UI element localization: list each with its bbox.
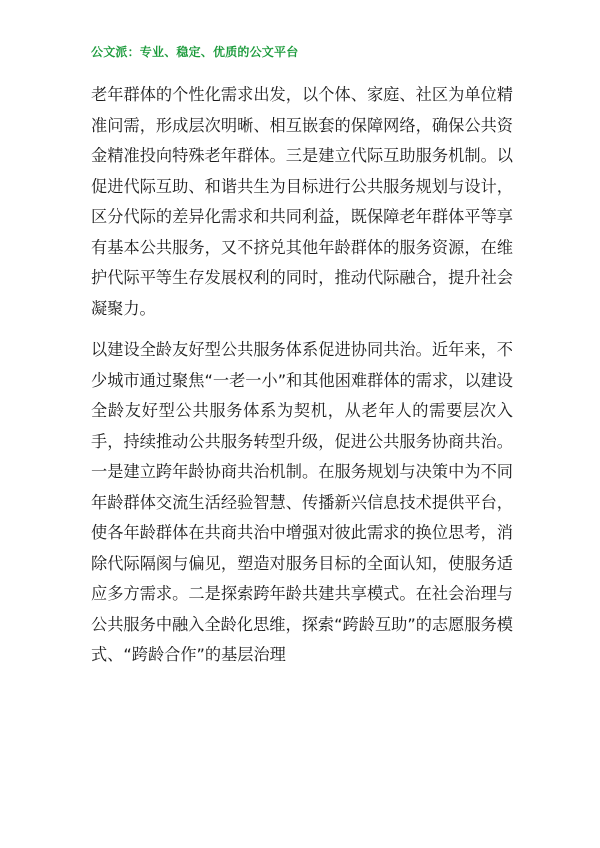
document-body: [91, 80, 513, 671]
paragraph-1: 老年群体的个性化需求出发，以个体、家庭、社区为单位精准问需，形成层次明晰、相互嵌套的保障网络，确保公共资金精准投向特殊老年群体。三是建立代际互助服务机制。以促进代际互助、和谐共生为目标进行公共服务规划与设计，区分代际的差异化需求和共同利益，既保障老年群体平等享有基本公共服务，又不挤兑其他年龄群体的服务资源，在维护代际平等生存发展权利的同时，推动代际融合，提升社会凝聚力。: [91, 85, 513, 318]
paragraph-2: 以建设全龄友好型公共服务体系促进协同共治。近年来，不少城市通过聚焦“一老一小”和其他困难群体的需求，以建设全龄友好型公共服务体系为契机，从老年人的需要层次入手，持续推动公共服务转型升级，促进公共服务协商共治。一是建立跨年龄协商共治机制。在服务规划与决策中为不同年龄群体交流生活经验智慧、传播新兴信息技术提供平台，使各年龄群体在共商共治中增强对彼此需求的换位思考，消除代际隔阂与偏见，塑造对服务目标的全面认知，使服务适应多方需求。二是探索跨年龄共建共享模式。在社会治理与公共服务中融入全龄化思维，探索“跨龄互助”的志愿服务模式、“跨龄合作”的基层治理: [91, 340, 513, 664]
site-tagline-header: 公文派：专业、稳定、优质的公文平台: [91, 45, 299, 59]
